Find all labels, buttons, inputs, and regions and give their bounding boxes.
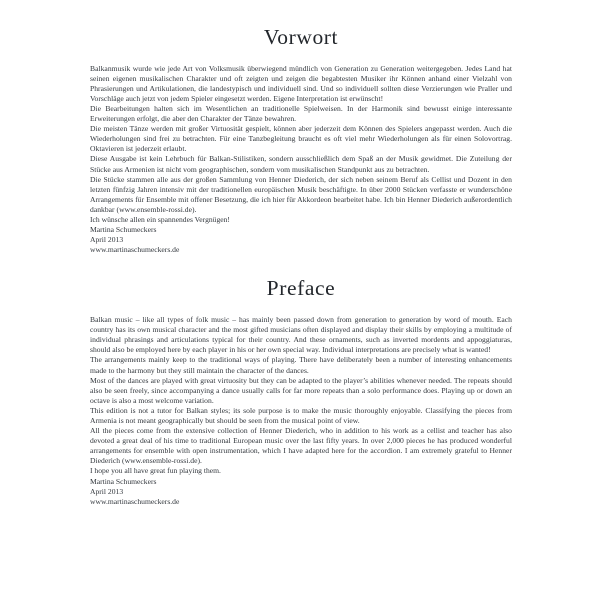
paragraph-en-2: The arrangements mainly keep to the traditional ways of playing. There have deliberately been a number of interesting enhancements made to the harmony but they still maintain the character of the dances. [90, 355, 512, 375]
paragraph-en-5: All the pieces come from the extensive collection of Henner Diederich, who in addition to his work as a cellist and teacher has also devoted a great deal of his time to traditional European music over the last fifty years. In over 2,000 pieces he has produced wonderful arrangements for ensemble with open instrumentation, which I have adapted here for the accordion. I am extremely grateful to Henner Diederich (www.ensemble-rossi.de). [90, 426, 512, 466]
paragraph-de-1: Balkanmusik wurde wie jede Art von Volksmusik überwiegend mündlich von Generation zu Generation weitergegeben. Jedes Land hat seinen eigenen musikalischen Charakter und oft zeigten und zeigen die begabtesten Musiker ihr Können anhand einer Vielzahl von Phrasierungen und Artikulationen, die landestypisch und individuell sind. Und so individuell sollten diese Verzierungen wie Praller und Vorschläge auch jetzt von jedem Spieler eingesetzt werden. Eigene Interpretation ist erwünscht! [90, 63, 512, 103]
signature-date-en: April 2013 [90, 486, 124, 496]
paragraph-de-5: Die Stücke stammen alle aus der großen Sammlung von Henner Diederich, der sich neben seinem Beruf als Cellist und Dozent in den letzten fünfzig Jahren intensiv mit der traditionellen europäischen Musik beschäftigte. In über 2000 Stücken verfasste er wunderschöne Arrangements für Ensemble mit offener Besetzung, die ich hier für Akkordeon bearbeitet habe. Ich bin Henner Diederich außerordentlich dankbar (www.ensemble-rossi.de). [90, 174, 512, 214]
signature-name-en: Martina Schumeckers [90, 476, 157, 486]
paragraph-en-3: Most of the dances are played with great virtuosity but they can be adapted to the player’s abilities whenever needed. The repeats should also be seen freely, since accompanying a dance usually calls for far more repeats than a solo performance does. Playing up or down an octave is also a most welcome variation. [90, 375, 512, 405]
signature-website-en: www.martinaschumeckers.de [90, 496, 180, 506]
paragraph-en-1: Balkan music – like all types of folk music – has mainly been passed down from generation to generation by word of mouth. Each country has its own musical character and the most gifted musicians often displayed and display their skills by employing a multitude of individual phrasings and articulations typical for their country. And these ornaments, such as inverted mordents and appoggiaturas, should also be employed here by each player in his or her own special way. Individual interpretations are precisely what is wanted! [90, 315, 512, 355]
paragraph-de-2: Die Bearbeitungen halten sich im Wesentlichen an traditionelle Spielweisen. In der Harmonik sind bewusst einige interessante Erweiterungen erfolgt, die aber den Charakter der Tänze bewahren. [90, 104, 512, 124]
signature-block-en [90, 477, 512, 507]
paragraph-en-4: This edition is not a tutor for Balkan styles; its sole purpose is to make the music thoroughly enjoyable. Classifying the pieces from Armenia is not meant geographically but should be seen from the musical point of view. [90, 405, 512, 425]
section-preface [0, 255, 600, 506]
closing-line-de: Ich wünsche allen ein spannendes Vergnügen! [90, 215, 230, 225]
signature-date-de: April 2013 [90, 235, 124, 245]
signature-block-de [90, 225, 512, 255]
section-vorwort [0, 0, 600, 255]
paragraph-de-4: Diese Ausgabe ist kein Lehrbuch für Balkan-Stilistiken, sondern ausschließlich dem Spaß an der Musik gewidmet. Die Zuteilung der Stücke aus Armenien ist nicht vom geographischen, sondern vom musikalischen Standpunkt aus zu betrachten. [90, 154, 512, 174]
signature-name-de: Martina Schumeckers [90, 225, 157, 235]
page-title-preface: Preface [266, 276, 336, 301]
signature-website-de: www.martinaschumeckers.de [90, 245, 180, 255]
closing-line-en: I hope you all have great fun playing them. [90, 466, 221, 476]
paragraph-de-3: Die meisten Tänze werden mit großer Virtuosität gespielt, können aber jederzeit dem Können des Spielers angepasst werden. Auch die Wiederholungen sind frei zu betrachten. Für eine Tanzbegleitung braucht es oft viel mehr Wiederholungen als für einen Solovortrag. Oktavieren ist jederzeit erlaubt. [90, 124, 512, 154]
page-title-vorwort: Vorwort [263, 25, 339, 49]
